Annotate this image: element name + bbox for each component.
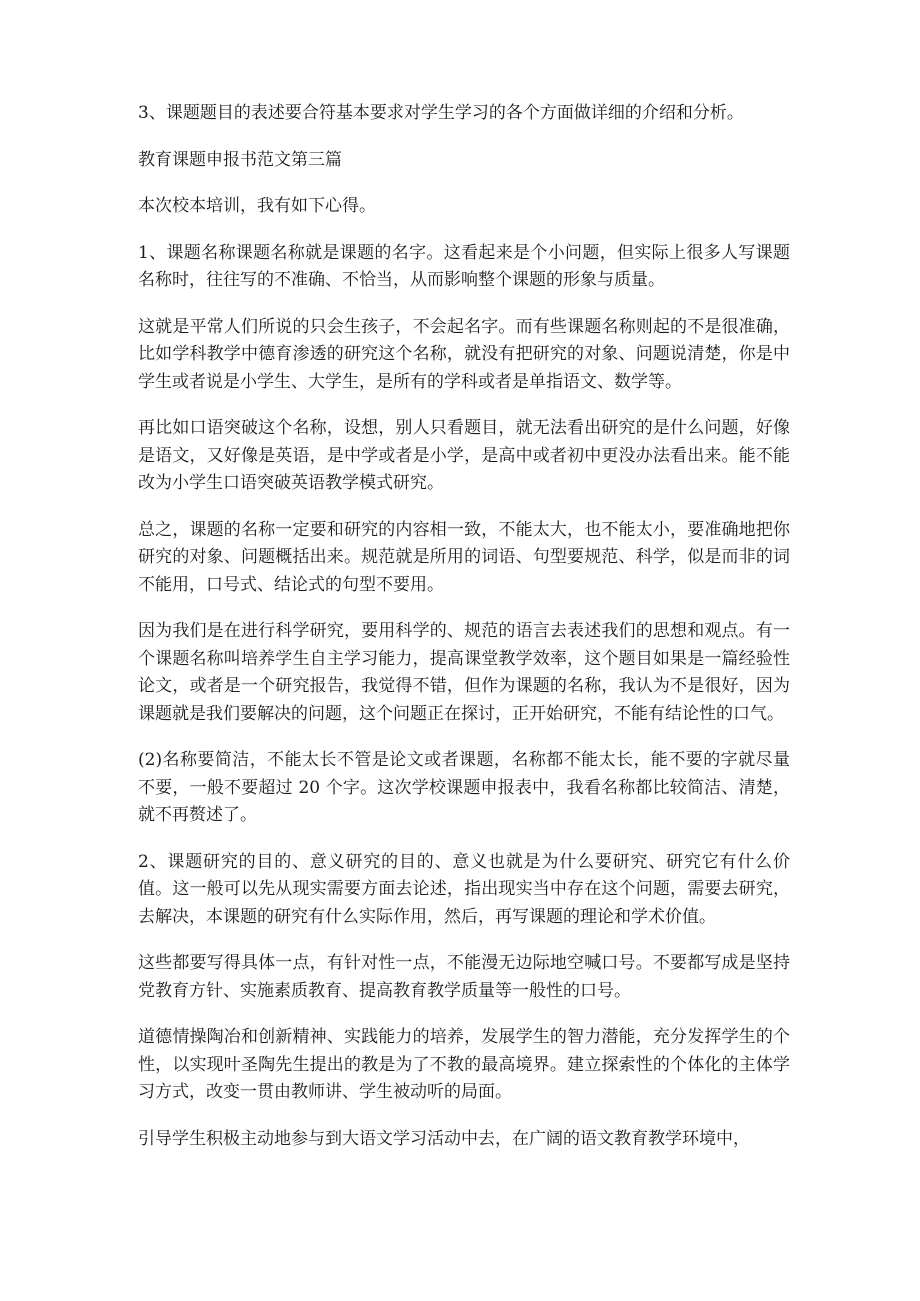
paragraph-concise-name: (2)名称要简洁，不能太长不管是论文或者课题，名称都不能太长，能不要的字就尽量不要，一般不要超过 20 个字。这次学校课题申报表中，我看名称都比较简洁、清楚，就不再赘述了。: [138, 750, 790, 825]
paragraph-be-specific: 这些都要写得具体一点，有针对性一点，不能漫无边际地空喊口号。不要都写成是坚持党教育方针、实施素质教育、提高教育教学质量等一般性的口号。: [138, 953, 790, 1001]
paragraph-naming-example: 这就是平常人们所说的只会生孩子，不会起名字。而有些课题名称则起的不是很准确，比如学科教学中德育渗透的研究这个名称，就没有把研究的对象、问题说清楚，你是中学生或者说是小学生、大学生，是所有的学科或者是单指语文、数学等。: [138, 316, 790, 392]
paragraph-topic-name: 1、课题名称课题名称就是课题的名字。这看起来是个小问题，但实际上很多人写课题名称时，往往写的不准确、不恰当，从而影响整个课题的形象与质量。: [138, 242, 790, 290]
paragraph-guide-students: 引导学生积极主动地参与到大语文学习活动中去，在广阔的语文教育教学环境中，: [138, 1128, 750, 1149]
paragraph-moral-cultivation: 道德情操陶冶和创新精神、实践能力的培养，发展学生的智力潜能，充分发挥学生的个性，以实现叶圣陶先生提出的教是为了不教的最高境界。建立探索性的个体化的主体学习方式，改变一贯由教师讲、学生被动听的局面。: [138, 1027, 790, 1102]
section-heading: 教育课题申报书范文第三篇: [138, 149, 342, 170]
paragraph-intro-point-3: 3、课题题目的表述要合符基本要求对学生学习的各个方面做详细的介绍和分析。: [138, 103, 744, 123]
document-page: [138, 100, 790, 1172]
paragraph-purpose-significance: 2、课题研究的目的、意义研究的目的、意义也就是为什么要研究、研究它有什么价值。这一般可以先从现实需要方面去论述，指出现实当中存在这个问题，需要去研究，去解决，本课题的研究有什么实际作用，然后，再写课题的理论和学术价值。: [138, 851, 790, 927]
paragraph-summary: 总之，课题的名称一定要和研究的内容相一致，不能太大，也不能太小，要准确地把你研究的对象、问题概括出来。规范就是所用的词语、句型要规范、科学，似是而非的词不能用，口号式、结论式的句型不要用。: [138, 519, 790, 595]
paragraph-scientific-language: 因为我们是在进行科学研究，要用科学的、规范的语言去表述我们的思想和观点。有一个课题名称叫培养学生自主学习能力，提高课堂教学效率，这个题目如果是一篇经验性论文，或者是一个研究报告，我觉得不错，但作为课题的名称，我认为不是很好，因为课题就是我们要解决的问题，这个问题正在探讨，正开始研究，不能有结论性的口气。: [138, 621, 790, 724]
paragraph-opening: 本次校本培训，我有如下心得。: [138, 196, 376, 216]
paragraph-oral-example: 再比如口语突破这个名称，设想，别人只看题目，就无法看出研究的是什么问题，好像是语文，又好像是英语，是中学或者是小学，是高中或者初中更没办法看出来。能不能改为小学生口语突破英语教学模式研究。: [138, 418, 790, 493]
